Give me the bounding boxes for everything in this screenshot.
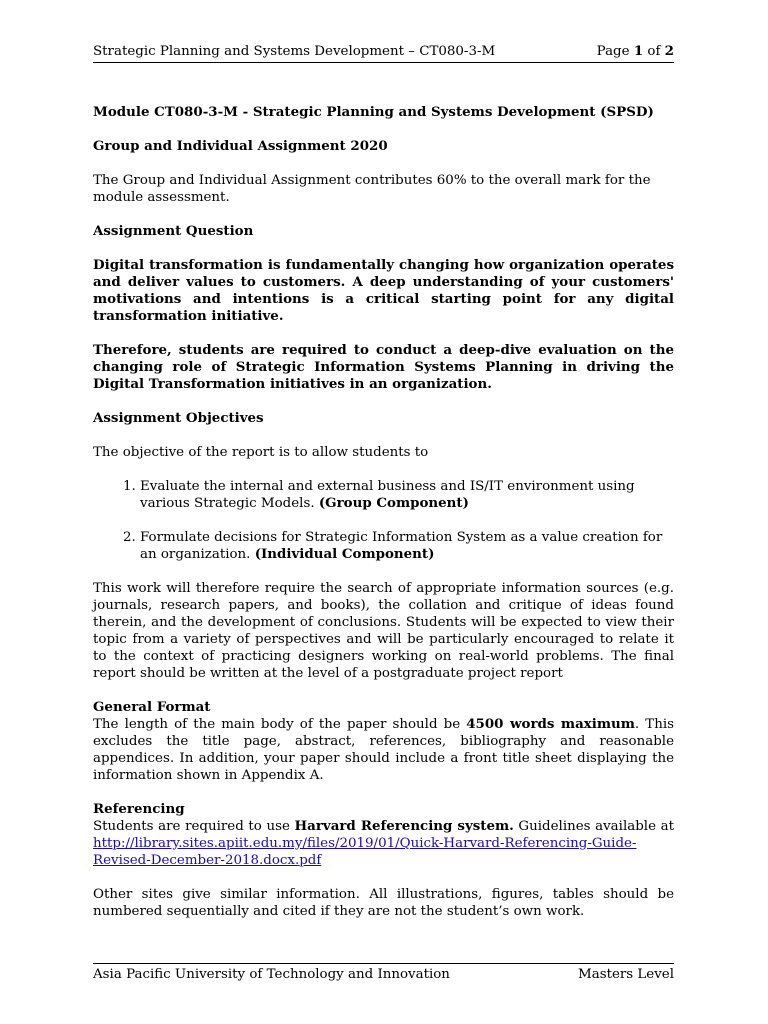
footer-level: Masters Level <box>578 967 674 982</box>
objectives-heading: Assignment Objectives <box>93 410 264 426</box>
page-current: 1 <box>633 43 644 59</box>
question-paragraph-1: Digital transformation is fundamentally changing how organization operates and deliver values to customers. A deep understanding of your customers' motivations and intentions is a critical starting point for any digital transformation initiative. <box>93 257 674 324</box>
referencing-text-rest: Guidelines available at <box>513 819 674 834</box>
objective-item <box>140 478 674 512</box>
format-text-rest: . This excludes the title page, abstract, references, bibliography and reasonable appendices. In addition, your paper should include a front title sheet displaying the information shown in Appendix A. <box>93 717 674 783</box>
header-title: Strategic Planning and Systems Development – CT080-3-M <box>93 44 496 59</box>
objective-text: Formulate decisions for Strategic Information System as a value creation for an organization. <box>140 530 663 562</box>
referencing-guide-link[interactable]: http://library.sites.apiit.edu.my/files/2019/01/Quick-Harvard-Referencing-Guide-Revised-December-2018.docx.pdf <box>93 836 637 868</box>
footer-institution: Asia Pacific University of Technology and Innovation <box>93 967 450 982</box>
objective-tag: (Group Component) <box>318 495 469 511</box>
referencing-heading: Referencing <box>93 801 185 817</box>
assignment-title: Group and Individual Assignment 2020 <box>93 138 388 154</box>
question-paragraph-2: Therefore, students are required to conduct a deep-dive evaluation on the changing role of Strategic Information Systems Planning in driving the Digital Transformation initiatives in an organization. <box>93 342 674 392</box>
objective-item <box>140 529 674 563</box>
page-header <box>93 44 674 63</box>
other-sites-paragraph: Other sites give similar information. All illustrations, figures, tables should be numbered sequentially and cited if they are not the student’s own work. <box>93 887 674 919</box>
intro-paragraph: The Group and Individual Assignment contributes 60% to the overall mark for the module assessment. <box>93 173 651 205</box>
word-limit: 4500 words maximum <box>466 716 635 732</box>
page-of: of <box>643 44 665 59</box>
format-heading: General Format <box>93 699 211 715</box>
objective-tag: (Individual Component) <box>254 546 435 562</box>
referencing-text: Students are required to use <box>93 819 295 834</box>
module-title: Module CT080-3-M - Strategic Planning and Systems Development (SPSD) <box>93 104 654 120</box>
objectives-intro: The objective of the report is to allow students to <box>93 445 429 460</box>
page-total: 2 <box>664 43 674 59</box>
format-text: The length of the main body of the paper should be <box>93 717 467 732</box>
objectives-list <box>93 478 674 563</box>
page-prefix: Page <box>596 44 634 59</box>
referencing-system: Harvard Referencing system. <box>294 818 514 834</box>
question-heading: Assignment Question <box>93 223 254 239</box>
format-paragraph <box>93 716 674 784</box>
objective-text: Evaluate the internal and external business and IS/IT environment using various Strategic Models. <box>140 479 635 511</box>
document-body <box>93 104 674 920</box>
referencing-paragraph <box>93 818 674 869</box>
page-number <box>597 43 674 60</box>
page-footer <box>93 963 674 983</box>
work-paragraph: This work will therefore require the search of appropriate information sources (e.g. journals, research papers, and books), the collation and critique of ideas found therein, and the development of conclusions. Students will be expected to view their topic from a variety of perspectives and will be particularly encouraged to relate it to the context of practicing designers working on real-world problems. The final report should be written at the level of a postgraduate project report <box>93 581 674 681</box>
